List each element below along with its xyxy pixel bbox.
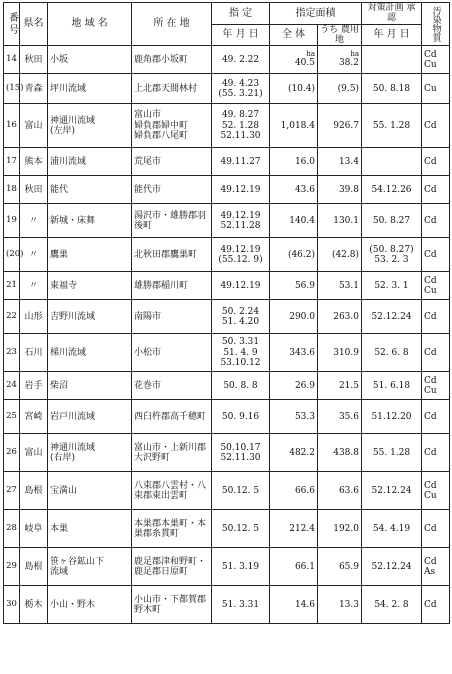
row-farmland-area: 21.5 (318, 372, 362, 400)
row-pollutant: Cd (422, 434, 450, 472)
row-total-area: 56.9 (270, 272, 318, 300)
row-number: 25 (4, 400, 20, 434)
row-location: 上北郡天間林村 (132, 74, 212, 104)
row-farmland-area: 13.4 (318, 148, 362, 176)
row-total-area: 290.0 (270, 300, 318, 334)
table-row (4, 334, 450, 372)
row-area-name: 鷹巣 (48, 238, 132, 272)
row-area-name: 柴沼 (48, 372, 132, 400)
row-pollutant: Cd (422, 300, 450, 334)
row-plan-date: 52.12.24 (362, 300, 422, 334)
designation-table (3, 2, 450, 624)
row-farmland-area: 63.6 (318, 472, 362, 510)
row-pollutant: Cd (422, 334, 450, 372)
row-location: 小山市・下都賀郡野木町 (132, 586, 212, 624)
row-designation-date: 49.11.27 (212, 148, 270, 176)
table-row (4, 472, 450, 510)
row-designation-date: 49. 2.22 (212, 46, 270, 74)
row-number: 26 (4, 434, 20, 472)
row-number: 19 (4, 204, 20, 238)
row-prefecture: 秋田 (20, 176, 48, 204)
row-number: (20) (4, 238, 20, 272)
row-designation-date: 49.12.19 (55.12. 9) (212, 238, 270, 272)
header-prefecture: 県名 (20, 3, 48, 46)
row-location: 本巣郡本巣町・本巣郡糸貫町 (132, 510, 212, 548)
row-location: 雄勝郡稲川町 (132, 272, 212, 300)
row-plan-date: 55. 1.28 (362, 104, 422, 148)
row-total-area: 26.9 (270, 372, 318, 400)
row-plan-date: 52.12.24 (362, 472, 422, 510)
row-location: 湯沢市・雄勝郡羽後町 (132, 204, 212, 238)
row-farmland-area: 263.0 (318, 300, 362, 334)
row-farmland-area: 438.8 (318, 434, 362, 472)
row-location: 富山市 婦負郡婦中町 婦負郡八尾町 (132, 104, 212, 148)
row-prefecture: 岐阜 (20, 510, 48, 548)
row-pollutant: Cd Cu (422, 372, 450, 400)
row-total-area: 140.4 (270, 204, 318, 238)
row-pollutant: Cd As (422, 548, 450, 586)
row-prefecture: 秋田 (20, 46, 48, 74)
row-number: 21 (4, 272, 20, 300)
row-area-name: 新城・床舞 (48, 204, 132, 238)
row-total-area: (10.4) (270, 74, 318, 104)
row-pollutant: Cd (422, 176, 450, 204)
row-farmland-area: 13.3 (318, 586, 362, 624)
row-location: 能代市 (132, 176, 212, 204)
row-number: (15) (4, 74, 20, 104)
row-area-name: 梯川流域 (48, 334, 132, 372)
row-plan-date: 55. 1.28 (362, 434, 422, 472)
table-row (4, 586, 450, 624)
row-area-name: 岩戸川流域 (48, 400, 132, 434)
row-pollutant: Cd (422, 204, 450, 238)
row-prefecture: 〃 (20, 238, 48, 272)
row-prefecture: 栃木 (20, 586, 48, 624)
row-area-name: 神通川流域 (右岸) (48, 434, 132, 472)
row-number: 14 (4, 46, 20, 74)
row-location: 西臼杵郡高千穂町 (132, 400, 212, 434)
table-body (4, 46, 450, 624)
row-total-area: 482.2 (270, 434, 318, 472)
row-prefecture: 富山 (20, 104, 48, 148)
row-designation-date: 50. 8. 8 (212, 372, 270, 400)
header-designated-area: 指定面積 (270, 3, 362, 25)
table-row (4, 272, 450, 300)
row-area-name: 宝満山 (48, 472, 132, 510)
row-prefecture: 島根 (20, 472, 48, 510)
row-pollutant: Cd (422, 238, 450, 272)
row-location: 荒尾市 (132, 148, 212, 176)
row-farmland-area: (42.8) (318, 238, 362, 272)
row-pollutant: Cd Cu (422, 46, 450, 74)
table-row (4, 372, 450, 400)
row-prefecture: 青森 (20, 74, 48, 104)
row-farmland-area: 35.6 (318, 400, 362, 434)
value-text: 38.2 (338, 58, 359, 69)
row-number: 23 (4, 334, 20, 372)
table-row (4, 300, 450, 334)
table-row (4, 148, 450, 176)
row-plan-date: 52. 3. 1 (362, 272, 422, 300)
row-designation-date: 49.12.19 (212, 272, 270, 300)
row-plan-date: 51.12.20 (362, 400, 422, 434)
header-plan-approval: 対策計画 承 認 (362, 3, 422, 25)
row-area-name: 能代 (48, 176, 132, 204)
table-row (4, 176, 450, 204)
row-plan-date: 50. 8.18 (362, 74, 422, 104)
row-pollutant: Cd (422, 148, 450, 176)
row-farmland-area (318, 46, 362, 74)
value-text: 40.5 (294, 58, 315, 69)
table-row (4, 46, 450, 74)
row-pollutant: Cd Cu (422, 472, 450, 510)
table-row (4, 104, 450, 148)
row-plan-date (362, 46, 422, 74)
row-farmland-area: 926.7 (318, 104, 362, 148)
row-area-name: 神通川流域 (左岸) (48, 104, 132, 148)
row-farmland-area: 192.0 (318, 510, 362, 548)
row-number: 29 (4, 548, 20, 586)
row-prefecture: 〃 (20, 204, 48, 238)
row-area-name: 小山・野木 (48, 586, 132, 624)
row-farmland-area: 65.9 (318, 548, 362, 586)
row-prefecture: 島根 (20, 548, 48, 586)
header-designation-date: 年 月 日 (212, 24, 270, 46)
row-plan-date: 50. 8.27 (362, 204, 422, 238)
row-total-area: 66.1 (270, 548, 318, 586)
row-total-area: 212.4 (270, 510, 318, 548)
table-row (4, 434, 450, 472)
row-area-name: 本巣 (48, 510, 132, 548)
row-designation-date: 51. 3.31 (212, 586, 270, 624)
row-area-name: 吉野川流域 (48, 300, 132, 334)
row-designation-date: 50. 9.16 (212, 400, 270, 434)
row-designation-date: 50.12. 5 (212, 510, 270, 548)
row-plan-date: 51. 6.18 (362, 372, 422, 400)
header-designation: 指 定 (212, 3, 270, 25)
row-location: 鹿足郡津和野町・鹿足郡日原町 (132, 548, 212, 586)
row-total-area: 14.6 (270, 586, 318, 624)
row-plan-date: 54. 2. 8 (362, 586, 422, 624)
row-prefecture: 山形 (20, 300, 48, 334)
row-prefecture: 〃 (20, 272, 48, 300)
header-total: 全 体 (270, 24, 318, 46)
row-number: 16 (4, 104, 20, 148)
row-total-area: 53.3 (270, 400, 318, 434)
row-farmland-area: 130.1 (318, 204, 362, 238)
table-row (4, 74, 450, 104)
row-prefecture: 岩手 (20, 372, 48, 400)
row-area-name: 東福寺 (48, 272, 132, 300)
row-location: 鹿角郡小坂町 (132, 46, 212, 74)
row-designation-date: 49.12.19 (212, 176, 270, 204)
unit-label: ha (350, 50, 359, 59)
table-row (4, 238, 450, 272)
row-pollutant: Cd (422, 586, 450, 624)
row-plan-date: 52.12.24 (362, 548, 422, 586)
table-row (4, 548, 450, 586)
row-farmland-area: 53.1 (318, 272, 362, 300)
row-plan-date: 54. 4.19 (362, 510, 422, 548)
row-total-area: 66.6 (270, 472, 318, 510)
row-number: 17 (4, 148, 20, 176)
row-farmland-area: 310.9 (318, 334, 362, 372)
row-farmland-area: (9.5) (318, 74, 362, 104)
row-number: 18 (4, 176, 20, 204)
row-total-area: 1,018.4 (270, 104, 318, 148)
table-row (4, 400, 450, 434)
row-number: 27 (4, 472, 20, 510)
row-area-name: 坪川流域 (48, 74, 132, 104)
row-location: 南陽市 (132, 300, 212, 334)
row-plan-date: 52. 6. 8 (362, 334, 422, 372)
row-area-name: 小坂 (48, 46, 132, 74)
header-plan-date: 年 月 日 (362, 24, 422, 46)
row-designation-date: 50.12. 5 (212, 472, 270, 510)
row-prefecture: 石川 (20, 334, 48, 372)
row-farmland-area: 39.8 (318, 176, 362, 204)
row-area-name: 浦川流域 (48, 148, 132, 176)
row-location: 富山市・上新川郡大沢野町 (132, 434, 212, 472)
row-pollutant: Cd Cu (422, 272, 450, 300)
row-total-area: 43.6 (270, 176, 318, 204)
row-prefecture: 富山 (20, 434, 48, 472)
row-location: 北秋田郡鷹巣町 (132, 238, 212, 272)
row-pollutant: Cu (422, 74, 450, 104)
table-row (4, 204, 450, 238)
row-location: 八束郡八雲村・八束郡東出雲町 (132, 472, 212, 510)
row-designation-date: 51. 3.19 (212, 548, 270, 586)
row-plan-date (362, 148, 422, 176)
header-location: 所 在 地 (132, 3, 212, 46)
row-pollutant: Cd (422, 104, 450, 148)
row-pollutant: Cd (422, 510, 450, 548)
row-total-area: 16.0 (270, 148, 318, 176)
row-plan-date: (50. 8.27) 53. 2. 3 (362, 238, 422, 272)
unit-label: ha (306, 50, 315, 59)
row-location: 小松市 (132, 334, 212, 372)
row-number: 30 (4, 586, 20, 624)
header-pollutant: 汚染物質 (422, 3, 450, 46)
row-prefecture: 宮崎 (20, 400, 48, 434)
row-designation-date: 49. 4.23 (55. 3.21) (212, 74, 270, 104)
row-number: 24 (4, 372, 20, 400)
row-total-area (270, 46, 318, 74)
row-area-name: 笹ヶ谷鉱山下 流域 (48, 548, 132, 586)
row-total-area: (46.2) (270, 238, 318, 272)
row-designation-date: 50. 2.24 51. 4.20 (212, 300, 270, 334)
header-number: 番号 (4, 3, 20, 46)
row-location: 花巻市 (132, 372, 212, 400)
row-designation-date: 50.10.17 52.11.30 (212, 434, 270, 472)
row-pollutant: Cd (422, 400, 450, 434)
row-designation-date: 49. 8.27 52. 1.28 52.11.30 (212, 104, 270, 148)
row-total-area: 343.6 (270, 334, 318, 372)
row-designation-date: 50. 3.31 51. 4. 9 53.10.12 (212, 334, 270, 372)
row-number: 22 (4, 300, 20, 334)
header-farmland: うち 農用地 (318, 24, 362, 46)
row-plan-date: 54.12.26 (362, 176, 422, 204)
row-number: 28 (4, 510, 20, 548)
table-row (4, 510, 450, 548)
row-prefecture: 熊本 (20, 148, 48, 176)
row-designation-date: 49.12.19 52.11.28 (212, 204, 270, 238)
header-area-name: 地 域 名 (48, 3, 132, 46)
